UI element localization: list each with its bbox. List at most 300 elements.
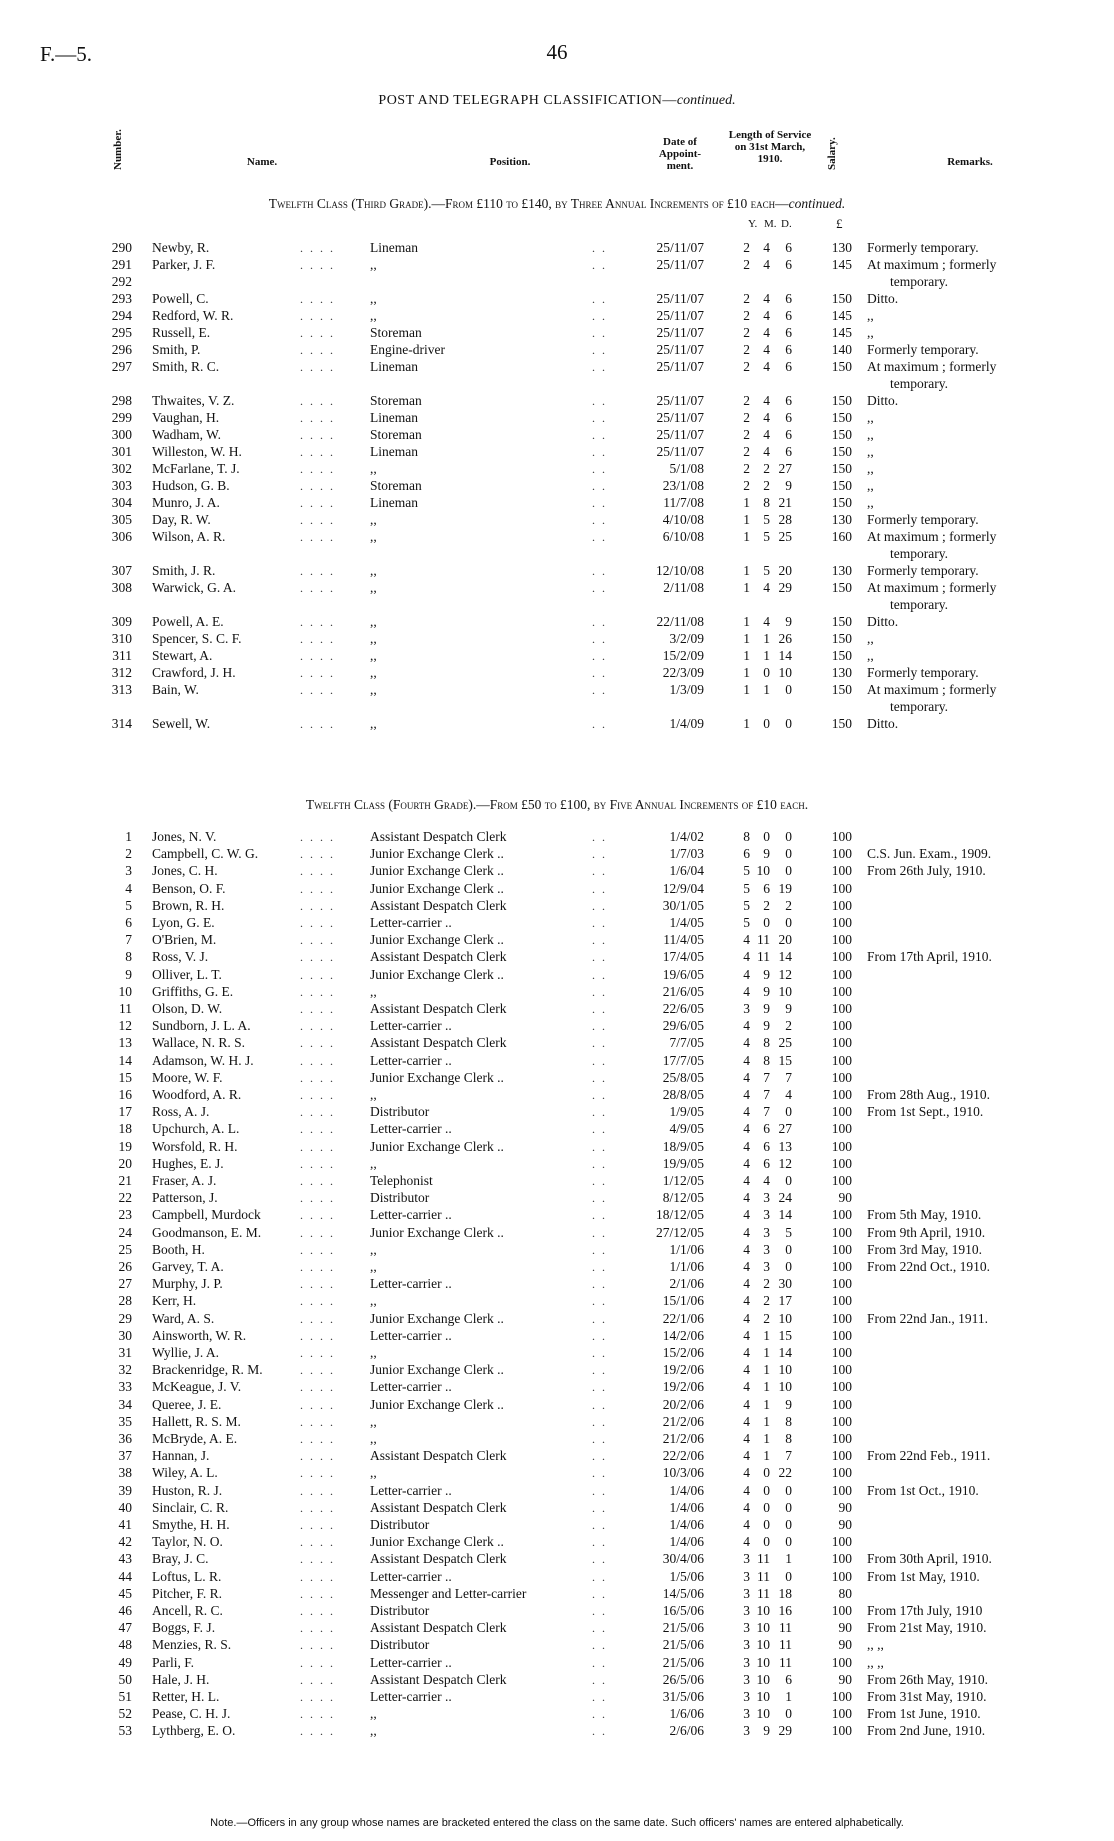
row-position: Junior Exchange Clerk ..	[370, 881, 504, 896]
row-name: Wyllie, J. A.	[152, 1345, 220, 1360]
leader-dots: . . . .	[300, 1501, 335, 1515]
row-months: 11	[757, 1551, 770, 1566]
table-row	[0, 1311, 1114, 1328]
row-number: 314	[111, 716, 132, 731]
leader-dots: . . . .	[300, 1724, 335, 1738]
row-name: Wiley, A. L.	[152, 1465, 218, 1480]
row-position: ,,	[370, 512, 377, 527]
leader-dots: . . . .	[300, 1019, 335, 1033]
row-salary: 100	[831, 915, 852, 930]
row-position: Telephonist	[370, 1173, 433, 1188]
unit-days: D.	[781, 218, 792, 230]
row-years: 1	[743, 716, 750, 731]
leader-dots: . .	[592, 292, 607, 306]
row-name: Worsfold, R. H.	[152, 1139, 238, 1154]
table-row	[0, 1121, 1114, 1138]
row-days: 0	[785, 1259, 792, 1274]
row-salary: 100	[831, 1723, 852, 1738]
row-number: 292	[111, 274, 132, 289]
row-remarks-continued: temporary.	[890, 274, 948, 289]
row-days: 15	[778, 1053, 792, 1068]
table-row	[0, 1345, 1114, 1362]
leader-dots: . .	[592, 1105, 607, 1119]
row-position: Lineman	[370, 359, 418, 374]
row-name: Ross, A. J.	[152, 1104, 210, 1119]
leader-dots: . .	[592, 1690, 607, 1704]
row-years: 1	[743, 614, 750, 629]
row-position: Assistant Despatch Clerk	[370, 1500, 507, 1515]
row-name: Hudson, G. B.	[152, 478, 230, 493]
row-salary: 130	[831, 512, 852, 527]
row-years: 4	[743, 1328, 750, 1343]
row-date: 21/2/06	[662, 1414, 704, 1429]
row-years: 4	[743, 1053, 750, 1068]
row-years: 4	[743, 1448, 750, 1463]
row-name: Benson, O. F.	[152, 881, 226, 896]
leader-dots: . . . .	[300, 717, 335, 731]
row-days: 0	[785, 716, 792, 731]
row-salary: 100	[831, 829, 852, 844]
row-position: ,,	[370, 563, 377, 578]
row-number: 29	[118, 1311, 132, 1326]
row-years: 4	[743, 1345, 750, 1360]
leader-dots: . . . .	[300, 258, 335, 272]
table-row	[0, 1001, 1114, 1018]
row-position: ,,	[370, 1431, 377, 1446]
table-row	[0, 1551, 1114, 1568]
row-position: Letter-carrier ..	[370, 1655, 452, 1670]
row-months: 3	[763, 1225, 770, 1240]
row-name: Lythberg, E. O.	[152, 1723, 236, 1738]
row-years: 4	[743, 1414, 750, 1429]
row-salary: 90	[838, 1500, 852, 1515]
row-date: 12/9/04	[662, 881, 704, 896]
row-months: 10	[756, 1706, 770, 1721]
table-row	[0, 1293, 1114, 1310]
row-position: ,,	[370, 580, 377, 595]
leader-dots: . .	[592, 1449, 607, 1463]
row-number: 10	[118, 984, 132, 999]
leader-dots: . . . .	[300, 1604, 335, 1618]
row-years: 2	[743, 342, 750, 357]
row-years: 1	[743, 682, 750, 697]
row-position: Letter-carrier ..	[370, 1018, 452, 1033]
row-years: 3	[743, 1655, 750, 1670]
leader-dots: . .	[592, 1415, 607, 1429]
row-salary: 100	[831, 863, 852, 878]
row-position: ,,	[370, 1345, 377, 1360]
table-row	[0, 1569, 1114, 1586]
leader-dots: . .	[592, 1157, 607, 1171]
leader-dots: . . . .	[300, 241, 335, 255]
row-position: Junior Exchange Clerk ..	[370, 846, 504, 861]
row-number: 6	[125, 915, 132, 930]
leader-dots: . .	[592, 666, 607, 680]
leader-dots: . .	[592, 1054, 607, 1068]
row-position: ,,	[370, 614, 377, 629]
row-years: 2	[743, 325, 750, 340]
table-row	[0, 614, 1114, 631]
row-days: 0	[785, 846, 792, 861]
row-salary: 100	[831, 1242, 852, 1257]
row-date: 25/11/07	[656, 342, 704, 357]
row-remarks: From 31st May, 1910.	[867, 1689, 987, 1704]
row-number: 23	[118, 1207, 132, 1222]
leader-dots: . . . .	[300, 1122, 335, 1136]
leader-dots: . . . .	[300, 1518, 335, 1532]
row-number: 302	[111, 461, 132, 476]
row-remarks: Formerly temporary.	[867, 665, 979, 680]
row-date: 14/2/06	[662, 1328, 704, 1343]
leader-dots: . .	[592, 1587, 607, 1601]
row-salary: 100	[831, 1689, 852, 1704]
row-number: 21	[118, 1173, 132, 1188]
row-months: 1	[763, 1362, 770, 1377]
row-number: 28	[118, 1293, 132, 1308]
row-position: Junior Exchange Clerk ..	[370, 1534, 504, 1549]
row-months: 9	[763, 1018, 770, 1033]
row-remarks: From 28th Aug., 1910.	[867, 1087, 991, 1102]
row-position: ,,	[370, 1156, 377, 1171]
row-remarks: From 17th April, 1910.	[867, 949, 992, 964]
row-salary: 100	[831, 1534, 852, 1549]
row-number: 36	[118, 1431, 132, 1446]
leader-dots: . .	[592, 1621, 607, 1635]
row-date: 22/11/08	[656, 614, 704, 629]
row-number: 300	[111, 427, 132, 442]
section-heading-third-grade	[0, 196, 1114, 212]
leader-dots: . . . .	[300, 1415, 335, 1429]
row-remarks: At maximum ; formerly	[867, 682, 997, 697]
table-header	[0, 124, 1114, 196]
row-salary: 100	[831, 1311, 852, 1326]
row-date: 15/1/06	[662, 1293, 704, 1308]
row-date: 1/4/02	[669, 829, 704, 844]
row-months: 0	[763, 716, 770, 731]
row-name: Boggs, F. J.	[152, 1620, 216, 1635]
row-salary: 100	[831, 1018, 852, 1033]
row-salary: 130	[831, 665, 852, 680]
row-number: 297	[111, 359, 132, 374]
row-months: 11	[757, 1569, 770, 1584]
unit-years: Y.	[748, 218, 758, 230]
row-remarks: Formerly temporary.	[867, 240, 979, 255]
row-years: 3	[743, 1672, 750, 1687]
row-name: Smythe, H. H.	[152, 1517, 230, 1532]
row-years: 2	[743, 478, 750, 493]
leader-dots: . . . .	[300, 411, 335, 425]
leader-dots: . .	[592, 1243, 607, 1257]
row-salary: 80	[838, 1586, 852, 1601]
table-row	[0, 359, 1114, 391]
table-row	[0, 631, 1114, 648]
row-date: 28/8/05	[662, 1087, 704, 1102]
row-position: ,,	[370, 1414, 377, 1429]
row-salary: 150	[831, 682, 852, 697]
row-name: McKeague, J. V.	[152, 1379, 242, 1394]
row-remarks: ,,	[867, 631, 874, 646]
row-years: 2	[743, 359, 750, 374]
leader-dots: . . . .	[300, 1638, 335, 1652]
row-position: Distributor	[370, 1104, 430, 1119]
leader-dots: . .	[592, 1174, 607, 1188]
table-row	[0, 1637, 1114, 1654]
row-date: 1/5/06	[669, 1569, 704, 1584]
row-name: Retter, H. L.	[152, 1689, 220, 1704]
row-salary: 145	[831, 257, 852, 272]
row-position: Letter-carrier ..	[370, 915, 452, 930]
row-years: 4	[743, 1225, 750, 1240]
row-salary: 100	[831, 1379, 852, 1394]
leader-dots: . . . .	[300, 985, 335, 999]
row-name: Willeston, W. H.	[152, 444, 242, 459]
row-months: 4	[763, 1173, 770, 1188]
row-months: 4	[763, 325, 770, 340]
row-name: Ainsworth, W. R.	[152, 1328, 247, 1343]
row-days: 6	[785, 427, 792, 442]
row-date: 2/6/06	[669, 1723, 704, 1738]
row-position: Distributor	[370, 1603, 430, 1618]
row-salary: 100	[831, 1603, 852, 1618]
leader-dots: . . . .	[300, 1432, 335, 1446]
row-months: 9	[763, 967, 770, 982]
row-date: 1/1/06	[669, 1242, 704, 1257]
row-years: 4	[743, 1070, 750, 1085]
leader-dots: . . . .	[300, 1363, 335, 1377]
row-date: 22/6/05	[662, 1001, 704, 1016]
leader-dots: . . . .	[300, 1226, 335, 1240]
leader-dots: . . . .	[300, 968, 335, 982]
row-days: 11	[779, 1655, 792, 1670]
row-days: 0	[785, 1517, 792, 1532]
row-months: 6	[763, 1156, 770, 1171]
row-days: 29	[778, 1723, 792, 1738]
row-days: 30	[778, 1276, 792, 1291]
row-months: 4	[763, 257, 770, 272]
row-salary: 150	[831, 648, 852, 663]
leader-dots: . .	[592, 513, 607, 527]
row-months: 10	[756, 863, 770, 878]
row-days: 22	[778, 1465, 792, 1480]
leader-dots: . . . .	[300, 847, 335, 861]
row-salary: 150	[831, 716, 852, 731]
table-row	[0, 1586, 1114, 1603]
row-salary: 150	[831, 495, 852, 510]
row-position: Assistant Despatch Clerk	[370, 1035, 507, 1050]
leader-dots: . . . .	[300, 830, 335, 844]
row-remarks: ,, ,,	[867, 1655, 884, 1670]
row-salary: 100	[831, 1397, 852, 1412]
row-position: Junior Exchange Clerk ..	[370, 1139, 504, 1154]
leader-dots: . . . .	[300, 326, 335, 340]
row-name: McBryde, A. E.	[152, 1431, 238, 1446]
leader-dots: . .	[592, 1226, 607, 1240]
row-date: 15/2/06	[662, 1345, 704, 1360]
table-row	[0, 716, 1114, 733]
leader-dots: . . . .	[300, 1380, 335, 1394]
row-number: 38	[118, 1465, 132, 1480]
row-position: Letter-carrier ..	[370, 1207, 452, 1222]
row-years: 4	[743, 1465, 750, 1480]
row-salary: 100	[831, 1070, 852, 1085]
leader-dots: . . . .	[300, 1105, 335, 1119]
row-position: ,,	[370, 1259, 377, 1274]
row-years: 4	[743, 1190, 750, 1205]
row-months: 4	[763, 308, 770, 323]
row-date: 15/2/09	[662, 648, 704, 663]
row-date: 25/11/07	[656, 359, 704, 374]
row-remarks-continued: temporary.	[890, 597, 948, 612]
leader-dots: . . . .	[300, 1157, 335, 1171]
row-days: 17	[778, 1293, 792, 1308]
leader-dots: . .	[592, 1071, 607, 1085]
row-days: 7	[785, 1070, 792, 1085]
row-years: 3	[743, 1569, 750, 1584]
row-date: 25/8/05	[662, 1070, 704, 1085]
table-row	[0, 1242, 1114, 1259]
row-position: Lineman	[370, 240, 418, 255]
row-number: 18	[118, 1121, 132, 1136]
row-date: 10/3/06	[662, 1465, 704, 1480]
row-salary: 150	[831, 291, 852, 306]
leader-dots: . . . .	[300, 581, 335, 595]
row-months: 0	[763, 665, 770, 680]
row-name: Smith, R. C.	[152, 359, 220, 374]
row-position: ,,	[370, 291, 377, 306]
row-months: 6	[763, 1121, 770, 1136]
row-remarks: Ditto.	[867, 716, 899, 731]
row-salary: 100	[831, 898, 852, 913]
row-years: 2	[743, 240, 750, 255]
row-number: 31	[118, 1345, 132, 1360]
leader-dots: . .	[592, 615, 607, 629]
row-number: 296	[111, 342, 132, 357]
row-days: 25	[778, 529, 792, 544]
row-position: Engine-driver	[370, 342, 445, 357]
row-years: 4	[743, 1207, 750, 1222]
leader-dots: . .	[592, 411, 607, 425]
row-salary: 100	[831, 1173, 852, 1188]
page-title	[0, 93, 1114, 109]
row-remarks: ,,	[867, 444, 874, 459]
row-months: 9	[763, 1723, 770, 1738]
row-name: Parli, F.	[152, 1655, 195, 1670]
row-salary: 100	[831, 881, 852, 896]
row-position: Lineman	[370, 444, 418, 459]
leader-dots: . . . .	[300, 632, 335, 646]
row-remarks: ,,	[867, 410, 874, 425]
row-salary: 100	[831, 1706, 852, 1721]
leader-dots: . .	[592, 326, 607, 340]
row-salary: 100	[831, 1362, 852, 1377]
row-date: 1/7/03	[669, 846, 704, 861]
table-row	[0, 291, 1114, 308]
table-row	[0, 1689, 1114, 1706]
row-date: 21/5/06	[662, 1620, 704, 1635]
row-position: Assistant Despatch Clerk	[370, 1551, 507, 1566]
row-date: 25/11/07	[656, 393, 704, 408]
leader-dots: . .	[592, 916, 607, 930]
row-position: Assistant Despatch Clerk	[370, 898, 507, 913]
row-salary: 140	[831, 342, 852, 357]
leader-dots: . . . .	[300, 496, 335, 510]
row-number: 34	[118, 1397, 132, 1412]
row-position: ,,	[370, 1706, 377, 1721]
row-days: 0	[785, 1534, 792, 1549]
table-row	[0, 984, 1114, 1001]
table-row	[0, 1104, 1114, 1121]
row-date: 1/12/05	[662, 1173, 704, 1188]
row-years: 1	[743, 529, 750, 544]
row-name: Pitcher, F. R.	[152, 1586, 223, 1601]
row-number: 26	[118, 1259, 132, 1274]
row-remarks: ,,	[867, 461, 874, 476]
row-months: 9	[763, 846, 770, 861]
leader-dots: . .	[592, 1140, 607, 1154]
row-position: Junior Exchange Clerk ..	[370, 1362, 504, 1377]
row-position: Junior Exchange Clerk ..	[370, 1311, 504, 1326]
row-name: Wallace, N. R. S.	[152, 1035, 246, 1050]
leader-dots: . .	[592, 1673, 607, 1687]
row-months: 0	[763, 1500, 770, 1515]
leader-dots: . . . .	[300, 1208, 335, 1222]
row-position: ,,	[370, 1293, 377, 1308]
row-salary: 100	[831, 932, 852, 947]
row-remarks: Formerly temporary.	[867, 563, 979, 578]
row-date: 17/4/05	[662, 949, 704, 964]
table-row	[0, 682, 1114, 714]
row-remarks: Ditto.	[867, 614, 899, 629]
row-months: 2	[763, 1293, 770, 1308]
row-name: Wadham, W.	[152, 427, 222, 442]
row-salary: 100	[831, 1655, 852, 1670]
row-name: Loftus, L. R.	[152, 1569, 222, 1584]
row-days: 9	[785, 1397, 792, 1412]
row-days: 13	[778, 1139, 792, 1154]
row-years: 1	[743, 495, 750, 510]
row-months: 3	[763, 1259, 770, 1274]
leader-dots: . . . .	[300, 1570, 335, 1584]
table-row	[0, 478, 1114, 495]
row-days: 6	[785, 240, 792, 255]
row-date: 26/5/06	[662, 1672, 704, 1687]
row-salary: 150	[831, 359, 852, 374]
row-name: Russell, E.	[152, 325, 211, 340]
row-position: ,,	[370, 1465, 377, 1480]
row-remarks: ,,	[867, 495, 874, 510]
leader-dots: . . . .	[300, 1071, 335, 1085]
table-row	[0, 1139, 1114, 1156]
row-position: Storeman	[370, 325, 422, 340]
row-position: Distributor	[370, 1190, 430, 1205]
row-months: 7	[763, 1104, 770, 1119]
row-position: Letter-carrier ..	[370, 1483, 452, 1498]
leader-dots: . .	[592, 649, 607, 663]
leader-dots: . . . .	[300, 292, 335, 306]
row-position: ,,	[370, 1242, 377, 1257]
leader-dots: . . . .	[300, 1174, 335, 1188]
row-number: 293	[111, 291, 132, 306]
leader-dots: . . . .	[300, 1191, 335, 1205]
row-number: 308	[111, 580, 132, 595]
row-date: 1/4/06	[669, 1534, 704, 1549]
row-months: 4	[763, 291, 770, 306]
row-number: 11	[119, 1001, 132, 1016]
table-row	[0, 1620, 1114, 1637]
row-date: 22/3/09	[662, 665, 704, 680]
row-remarks: From 22nd Jan., 1911.	[867, 1311, 988, 1326]
row-date: 1/4/06	[669, 1483, 704, 1498]
